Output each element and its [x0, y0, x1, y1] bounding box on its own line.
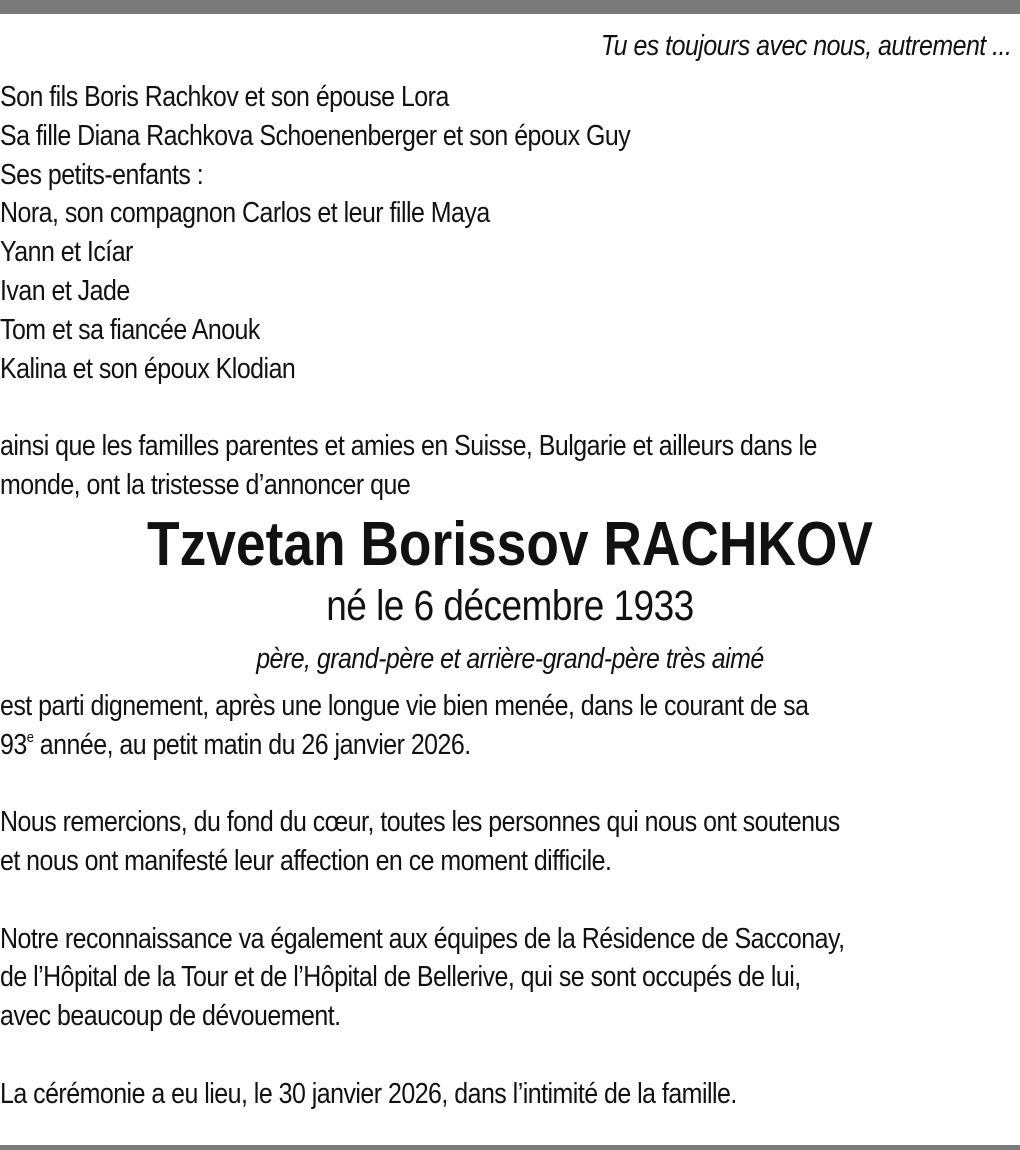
thanks-line: et nous ont manifesté leur affection en ce moment difficile. [0, 844, 612, 877]
family-role: père, grand-père et arrière-grand-père très aimé [256, 642, 764, 675]
spacer [0, 764, 1020, 803]
ordinal-superscript: e [26, 728, 34, 746]
passing-date-text: année, au petit matin du 26 janvier 2026. [33, 728, 471, 761]
family-line: Sa fille Diana Rachkova Schoenenberger et son époux Guy [0, 119, 631, 152]
obituary-notice [0, 22, 1020, 1114]
family-line: Tom et sa fiancée Anouk [0, 313, 260, 346]
spacer [0, 1036, 1020, 1075]
family-list [0, 78, 1020, 388]
gratitude-line: de l’Hôpital de la Tour et de l’Hôpital de Bellerive, qui se sont occupés de lui, [0, 961, 801, 994]
passing-line [0, 726, 1020, 765]
announcement-line: ainsi que les familles parentes et amies en Suisse, Bulgarie et ailleurs dans le [0, 430, 817, 463]
age-number: 93 [0, 728, 27, 761]
bottom-border [0, 1145, 1020, 1150]
motto: Tu es toujours avec nous, autrement ... [600, 30, 1012, 62]
deceased-name: Tzvetan Borissov RACHKOV [147, 509, 873, 579]
family-line: Ivan et Jade [0, 274, 130, 307]
top-border [0, 0, 1020, 14]
announcement [0, 427, 1020, 505]
birth-date: né le 6 décembre 1933 [326, 581, 694, 630]
passing-line: est parti dignement, après une longue vie bien menée, dans le courant de sa [0, 689, 809, 722]
passing-paragraph [0, 687, 1020, 765]
spacer [0, 881, 1020, 920]
family-line: Ses petits-enfants : [0, 158, 204, 191]
spacer [0, 388, 1020, 427]
announcement-line: monde, ont la tristesse d’annoncer que [0, 468, 411, 501]
gratitude-paragraph [0, 920, 1020, 1036]
gratitude-line: Notre reconnaissance va également aux équipes de la Résidence de Sacconay, [0, 922, 845, 955]
family-line: Yann et Icíar [0, 236, 133, 269]
thanks-line: Nous remercions, du fond du cœur, toutes les personnes qui nous ont soutenus [0, 806, 840, 839]
family-line: Kalina et son époux Klodian [0, 352, 296, 385]
family-line: Son fils Boris Rachkov et son épouse Lora [0, 81, 449, 113]
thanks-paragraph [0, 803, 1020, 881]
gratitude-line: avec beaucoup de dévouement. [0, 1000, 341, 1033]
family-line: Nora, son compagnon Carlos et leur fille Maya [0, 197, 490, 230]
ceremony-line: La cérémonie a eu lieu, le 30 janvier 2026, dans l’intimité de la famille. [0, 1077, 737, 1110]
